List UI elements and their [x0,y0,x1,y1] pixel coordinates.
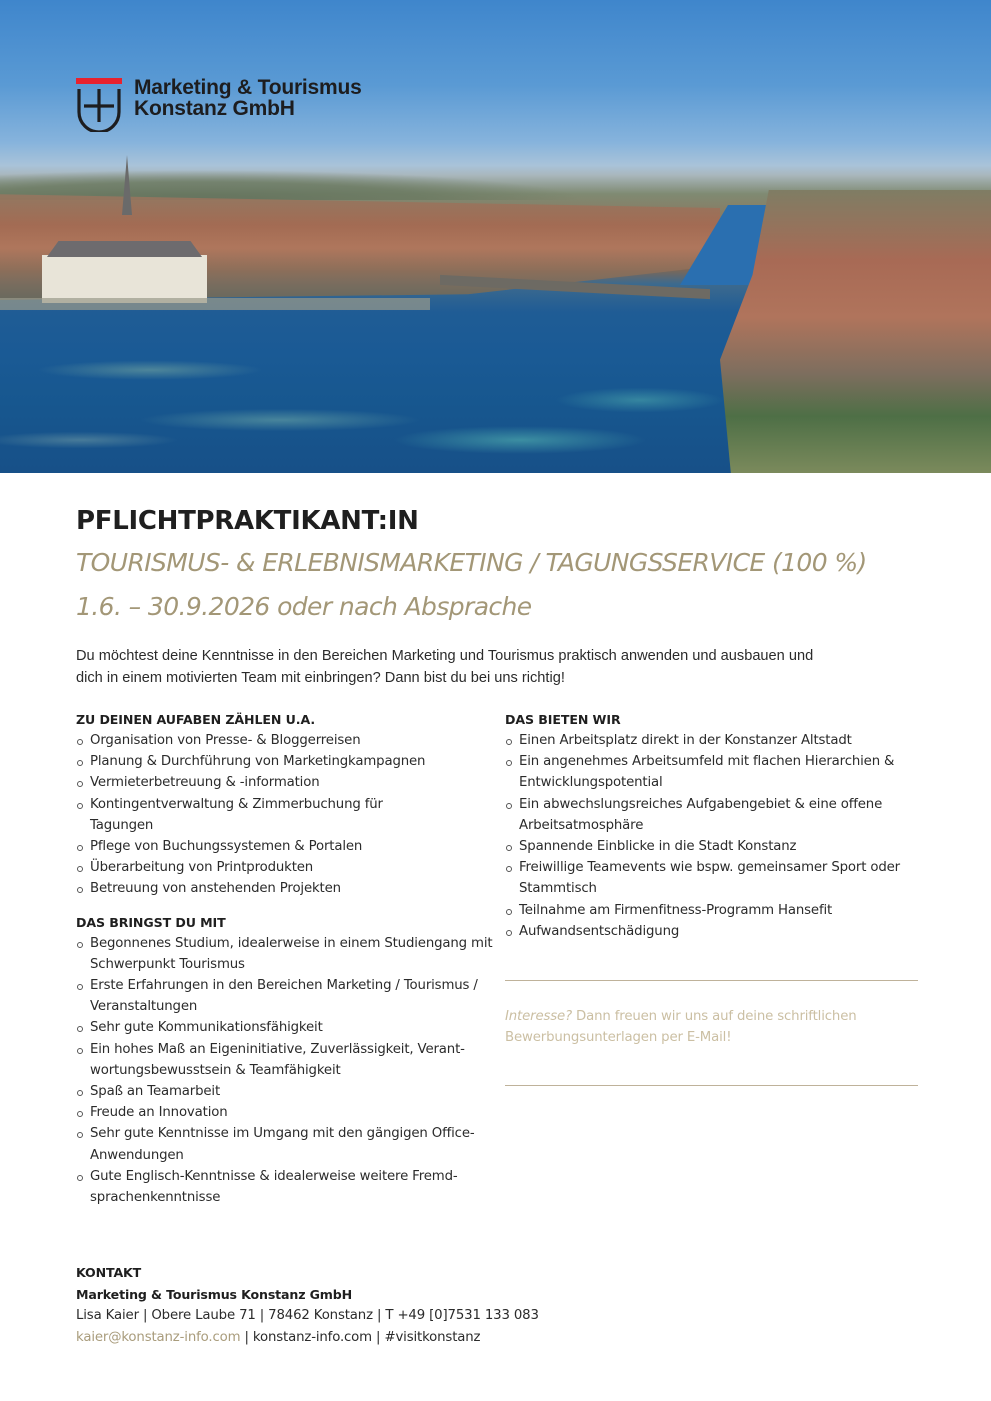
list-item: Ein hohes Maß an Eigeninitiative, Zuverlässigkeit, Verantwortungsbewusstsein & Teamfähigkeit [76,1039,494,1081]
list-item: Betreuung von anstehenden Projekten [76,878,486,899]
list-item: Überarbeitung von Printprodukten [76,857,486,878]
list-item: Sehr gute Kenntnisse im Umgang mit den gängigen Office-Anwendungen [76,1123,476,1165]
contact-web: | konstanz-info.com | #visitkonstanz [240,1329,481,1345]
right-column [505,709,920,942]
intro-line: Du möchtest deine Kenntnisse in den Bereichen Marketing und Tourismus praktisch anwenden und ausbauen und [76,648,814,664]
offer-heading: DAS BIETEN WIR [505,712,621,727]
lakeside-building [42,255,207,303]
hero-photo [0,0,991,473]
job-subtitle: TOURISMUS- & ERLEBNISMARKETING / TAGUNGSSERVICE (100 %) [76,548,867,577]
list-item: Organisation von Presse- & Bloggerreisen [76,730,486,751]
contact-company: Marketing & Tourismus Konstanz GmbH [76,1286,353,1302]
list-item: Sehr gute Kommunikationsfähigkeit [76,1017,486,1038]
contact-email-link[interactable]: kaier@konstanz-info.com [76,1329,241,1345]
intro-text [76,645,876,689]
contact-block [76,1262,539,1348]
list-item: Spannende Einblicke in die Stadt Konstanz [505,836,920,857]
list-item: Kontingentverwaltung & Zimmerbuchung für Tagungen [76,794,416,836]
divider-top [505,980,918,981]
contact-address: Lisa Kaier | Obere Laube 71 | 78462 Konstanz | T +49 [0]7531 133 083 [76,1308,539,1323]
list-item: Vermieterbetreuung & -information [76,772,486,793]
list-item: Begonnenes Studium, idealerweise in einem Studiengang mit Schwerpunkt Tourismus [76,933,494,975]
list-item: Ein abwechslungsreiches Aufgabengebiet & eine offene Arbeitsatmosphäre [505,794,920,836]
list-item: Einen Arbeitsplatz direkt in der Konstanzer Altstadt [505,730,920,751]
tasks-list [76,730,486,900]
intro-line: dich in einem motivierten Team mit einbringen? Dann bist du bei uns richtig! [76,670,565,686]
logo-line-2: Konstanz GmbH [134,97,295,120]
tasks-heading: ZU DEINEN AUFABEN ZÄHLEN U.A. [76,712,316,727]
interest-note [505,1006,905,1048]
list-item: Freiwillige Teamevents wie bspw. gemeinsamer Sport oder Stammtisch [505,857,920,899]
requirements-heading: DAS BRINGST DU MIT [76,914,226,930]
list-item: Aufwandsentschädigung [505,921,920,942]
contact-web-line [76,1327,539,1349]
list-item: Erste Erfahrungen in den Bereichen Marketing / Tourismus / Veranstaltungen [76,975,494,1017]
shoreline [0,298,430,310]
requirements-list [76,933,493,1209]
job-dates: 1.6. – 30.9.2026 oder nach Absprache [76,592,532,621]
offer-list [505,730,920,942]
divider-bottom [505,1085,918,1086]
logo-line-1: Marketing & Tourismus [134,76,362,99]
list-item: Spaß an Teamarbeit [76,1081,486,1102]
list-item: Planung & Durchführung von Marketingkampagnen [76,751,486,772]
contact-heading: KONTAKT [76,1265,142,1280]
job-title: PFLICHTPRAKTIKANT:IN [76,506,419,536]
list-item: Pflege von Buchungssystemen & Portalen [76,836,486,857]
list-item: Freude an Innovation [76,1102,486,1123]
konstanz-shield-cross-icon [76,78,122,132]
interest-text: Dann freuen wir uns auf deine schriftlichen Bewerbungsunterlagen per E-Mail! [505,1009,857,1046]
water-streaks [0,330,860,473]
interest-lead: Interesse? [505,1009,572,1024]
list-item: Ein angenehmes Arbeitsumfeld mit flachen Hierarchien & Entwicklungspotential [505,751,920,793]
company-logo [76,78,362,132]
list-item: Gute Englisch-Kenntnisse & idealerweise weitere Fremdsprachenkenntnisse [76,1166,494,1208]
left-column [76,709,493,1208]
list-item: Teilnahme am Firmenfitness-Programm Hansefit [505,900,920,921]
